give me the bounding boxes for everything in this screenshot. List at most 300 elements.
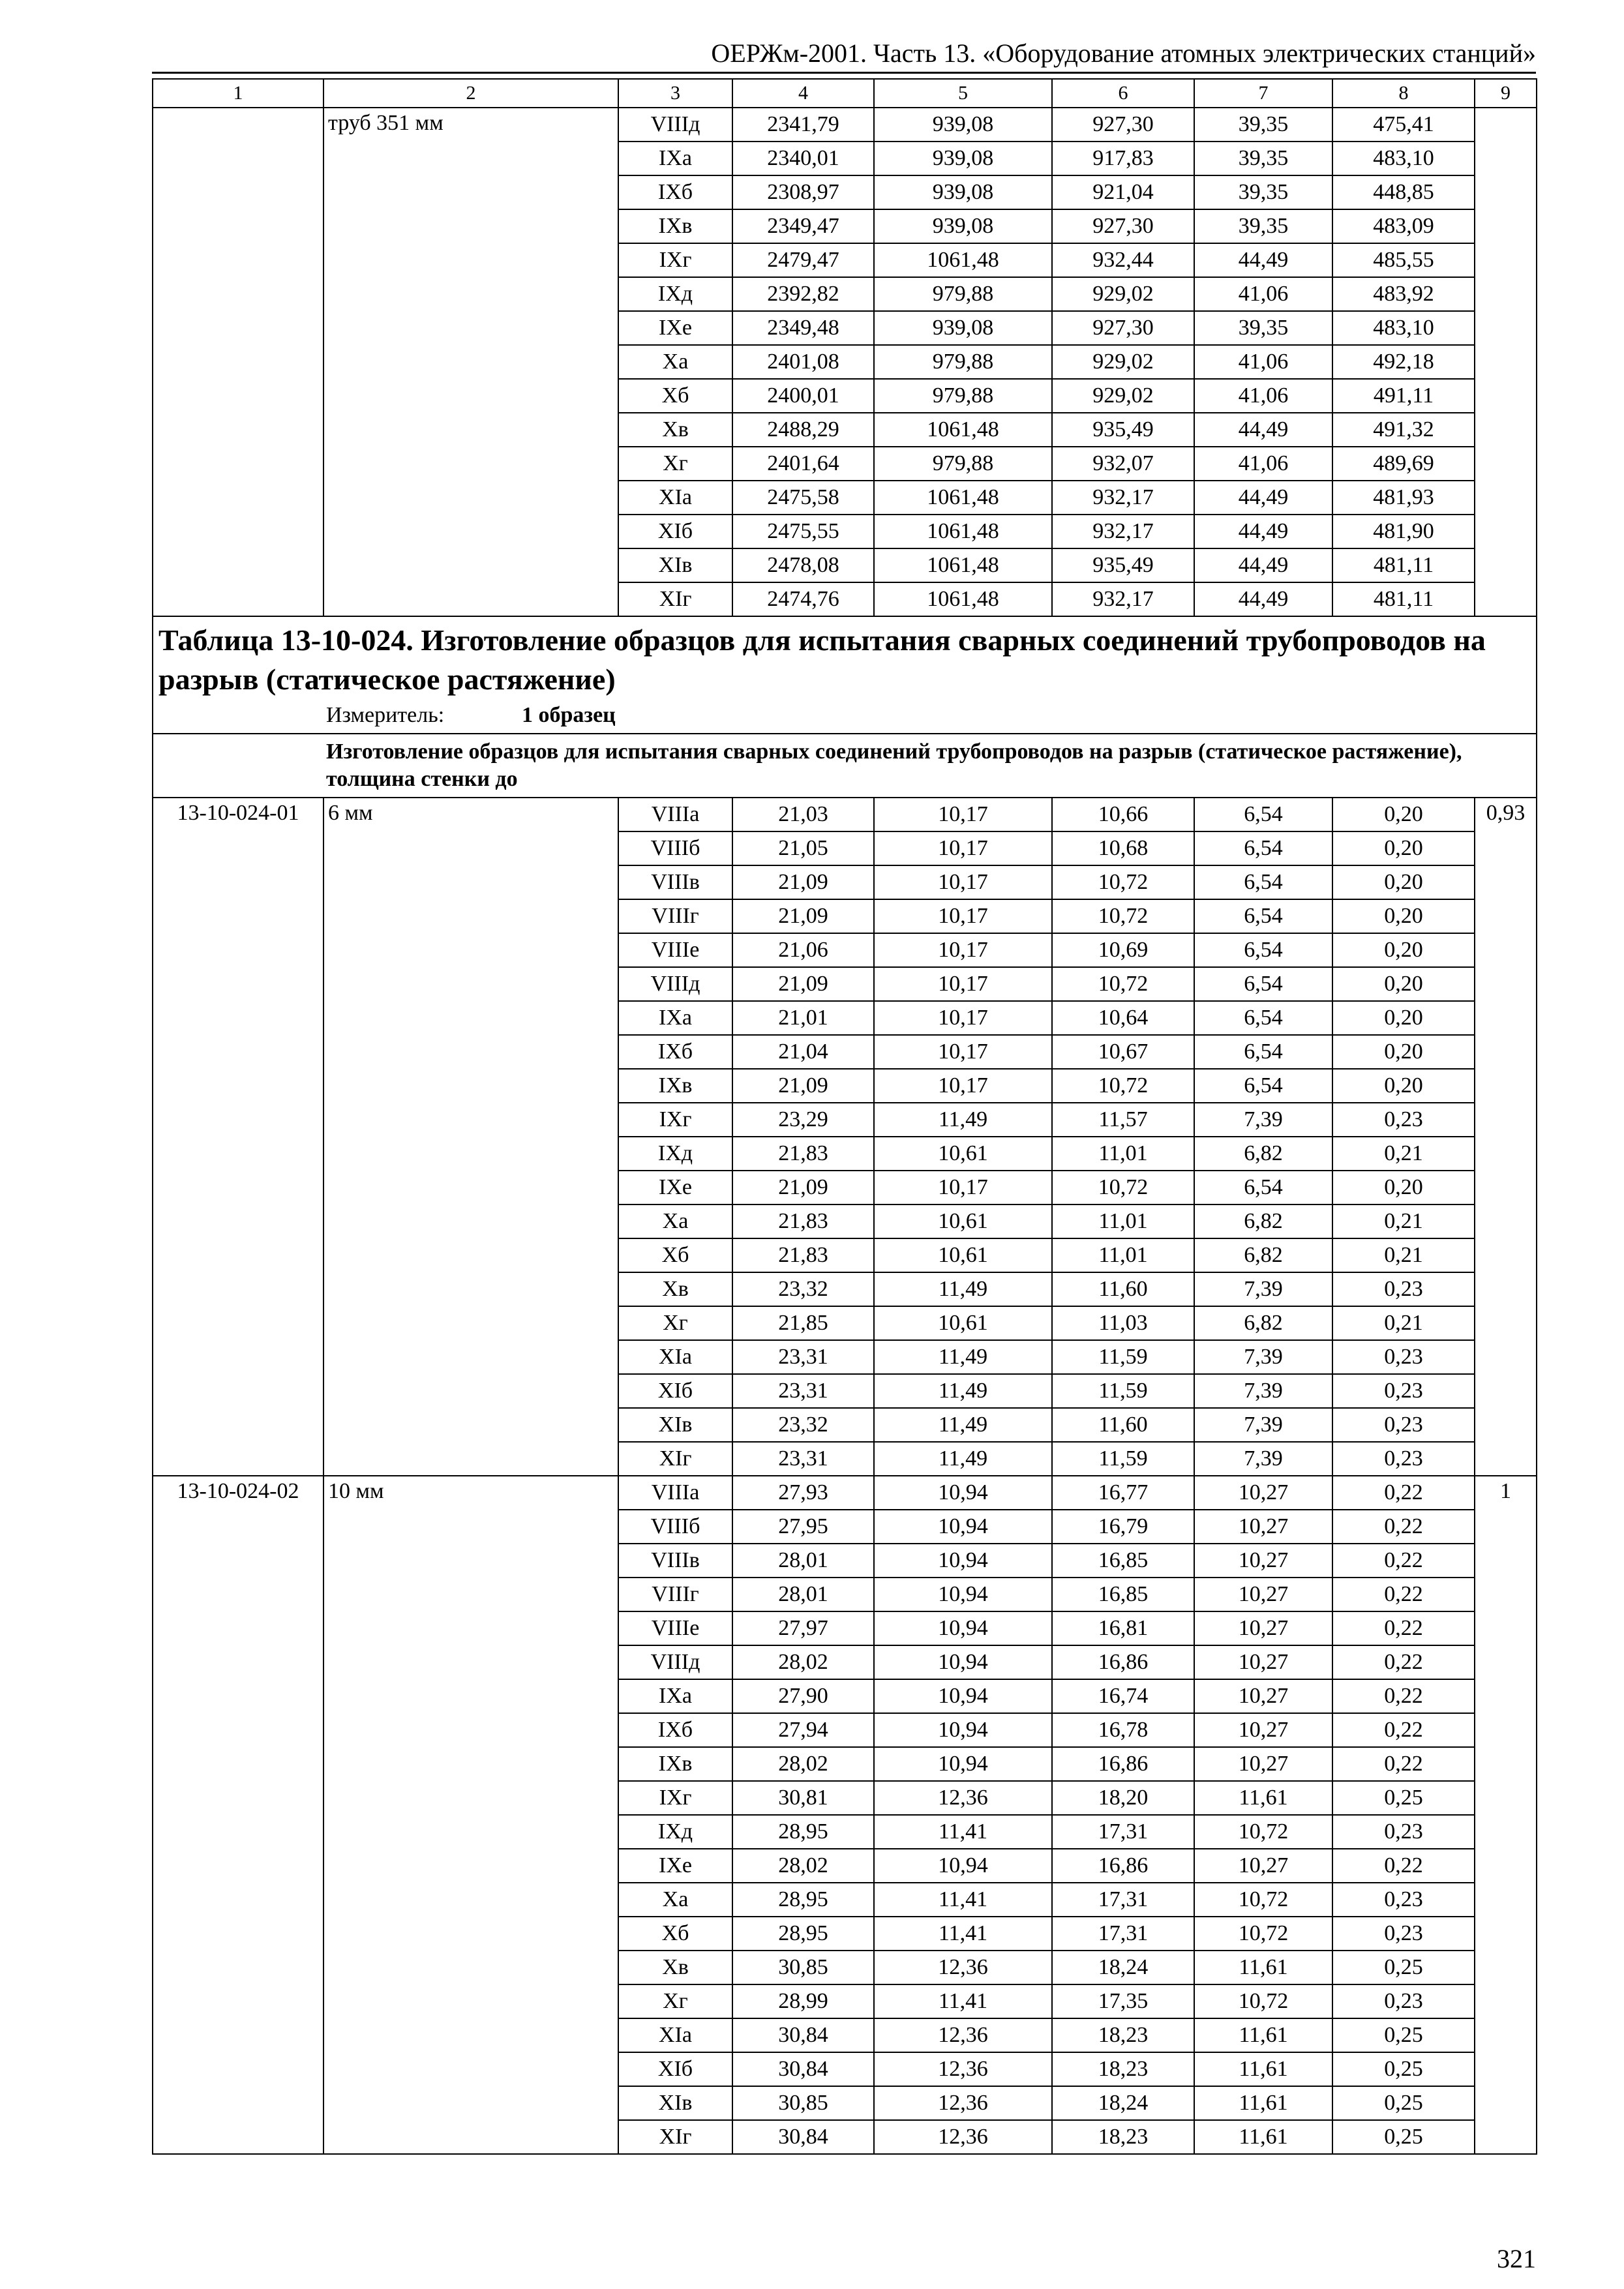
value-cell: 6,54	[1194, 933, 1332, 967]
zone-cell: VIIIг	[618, 899, 732, 933]
value-cell: 27,97	[732, 1611, 874, 1645]
zone-cell: Xг	[618, 1306, 732, 1340]
value-cell: 11,61	[1194, 2018, 1332, 2052]
value-cell: 11,57	[1052, 1103, 1194, 1137]
value-cell: 491,11	[1332, 379, 1475, 413]
value-cell: 0,25	[1332, 2052, 1475, 2086]
value-cell: 11,49	[874, 1340, 1052, 1374]
value-cell: 921,04	[1052, 175, 1194, 209]
value-cell: 2475,58	[732, 481, 874, 515]
value-cell: 6,54	[1194, 1171, 1332, 1204]
value-cell: 18,23	[1052, 2120, 1194, 2154]
value-cell: 6,54	[1194, 1069, 1332, 1103]
value-cell: 18,20	[1052, 1781, 1194, 1815]
value-cell: 0,25	[1332, 2120, 1475, 2154]
value-cell: 927,30	[1052, 311, 1194, 345]
value-cell: 11,59	[1052, 1442, 1194, 1476]
value-cell: 11,59	[1052, 1340, 1194, 1374]
value-cell: 11,61	[1194, 2052, 1332, 2086]
value-cell: 21,09	[732, 1069, 874, 1103]
value-cell: 10,27	[1194, 1849, 1332, 1883]
col9-cell: 1	[1475, 1476, 1537, 2154]
value-cell: 27,93	[732, 1476, 874, 1510]
value-cell: 10,27	[1194, 1510, 1332, 1544]
value-cell: 0,20	[1332, 798, 1475, 831]
table-title-row	[153, 616, 1537, 734]
value-cell: 11,61	[1194, 2120, 1332, 2154]
zone-cell: VIIIe	[618, 1611, 732, 1645]
value-cell: 0,25	[1332, 1951, 1475, 1984]
value-cell: 18,24	[1052, 1951, 1194, 1984]
value-cell: 935,49	[1052, 413, 1194, 447]
zone-cell: IXe	[618, 1849, 732, 1883]
value-cell: 11,01	[1052, 1204, 1194, 1238]
value-cell: 10,67	[1052, 1035, 1194, 1069]
value-cell: 12,36	[874, 2120, 1052, 2154]
value-cell: 0,20	[1332, 865, 1475, 899]
value-cell: 2308,97	[732, 175, 874, 209]
value-cell: 10,72	[1194, 1984, 1332, 2018]
value-cell: 30,84	[732, 2018, 874, 2052]
value-cell: 6,54	[1194, 967, 1332, 1001]
value-cell: 448,85	[1332, 175, 1475, 209]
section-row	[153, 734, 1537, 798]
value-cell: 28,01	[732, 1578, 874, 1611]
zone-cell: IXe	[618, 311, 732, 345]
value-cell: 6,54	[1194, 899, 1332, 933]
value-cell: 44,49	[1194, 548, 1332, 582]
value-cell: 0,25	[1332, 2018, 1475, 2052]
value-cell: 0,23	[1332, 1917, 1475, 1951]
value-cell: 475,41	[1332, 108, 1475, 142]
value-cell: 10,69	[1052, 933, 1194, 967]
value-cell: 0,21	[1332, 1238, 1475, 1272]
value-cell: 7,39	[1194, 1442, 1332, 1476]
value-cell: 12,36	[874, 2086, 1052, 2120]
value-cell: 30,84	[732, 2120, 874, 2154]
zone-cell: XIв	[618, 548, 732, 582]
value-cell: 0,20	[1332, 1171, 1475, 1204]
zone-cell: XIб	[618, 1374, 732, 1408]
value-cell: 10,72	[1194, 1815, 1332, 1849]
zone-cell: XIб	[618, 515, 732, 548]
value-cell: 44,49	[1194, 413, 1332, 447]
value-cell: 39,35	[1194, 311, 1332, 345]
value-cell: 23,32	[732, 1272, 874, 1306]
value-cell: 10,27	[1194, 1544, 1332, 1578]
value-cell: 30,85	[732, 1951, 874, 1984]
column-number: 9	[1475, 79, 1537, 108]
item-name-cell: труб 351 мм	[323, 108, 618, 616]
page-number: 321	[1497, 2244, 1536, 2273]
value-cell: 10,94	[874, 1476, 1052, 1510]
code-cell: 13-10-024-01	[153, 798, 323, 1476]
zone-cell: XIб	[618, 2052, 732, 2086]
value-cell: 0,21	[1332, 1306, 1475, 1340]
value-cell: 6,82	[1194, 1238, 1332, 1272]
value-cell: 2474,76	[732, 582, 874, 616]
value-cell: 939,08	[874, 311, 1052, 345]
zone-cell: XIa	[618, 1340, 732, 1374]
value-cell: 0,22	[1332, 1747, 1475, 1781]
value-cell: 2401,08	[732, 345, 874, 379]
value-cell: 481,90	[1332, 515, 1475, 548]
value-cell: 2341,79	[732, 108, 874, 142]
value-cell: 17,31	[1052, 1883, 1194, 1917]
value-cell: 10,27	[1194, 1713, 1332, 1747]
value-cell: 23,31	[732, 1340, 874, 1374]
value-cell: 16,79	[1052, 1510, 1194, 1544]
value-cell: 0,22	[1332, 1611, 1475, 1645]
value-cell: 17,31	[1052, 1815, 1194, 1849]
value-cell: 7,39	[1194, 1374, 1332, 1408]
value-cell: 27,90	[732, 1679, 874, 1713]
value-cell: 0,20	[1332, 933, 1475, 967]
value-cell: 0,20	[1332, 1035, 1475, 1069]
zone-cell: Xa	[618, 1883, 732, 1917]
value-cell: 932,17	[1052, 481, 1194, 515]
value-cell: 6,54	[1194, 798, 1332, 831]
value-cell: 0,20	[1332, 1069, 1475, 1103]
value-cell: 39,35	[1194, 175, 1332, 209]
zone-cell: Xв	[618, 413, 732, 447]
running-header: ОЕРЖм-2001. Часть 13. «Оборудование атомных электрических станций»	[711, 38, 1536, 68]
value-cell: 10,17	[874, 899, 1052, 933]
value-cell: 1061,48	[874, 413, 1052, 447]
value-cell: 11,01	[1052, 1137, 1194, 1171]
column-number: 1	[153, 79, 323, 108]
value-cell: 16,86	[1052, 1645, 1194, 1679]
value-cell: 10,94	[874, 1679, 1052, 1713]
value-cell: 12,36	[874, 1951, 1052, 1984]
value-cell: 1061,48	[874, 243, 1052, 277]
value-cell: 0,21	[1332, 1204, 1475, 1238]
value-cell: 44,49	[1194, 515, 1332, 548]
value-cell: 16,77	[1052, 1476, 1194, 1510]
value-cell: 481,93	[1332, 481, 1475, 515]
value-cell: 17,31	[1052, 1917, 1194, 1951]
measure-label: Измеритель:	[326, 703, 445, 727]
value-cell: 6,54	[1194, 1035, 1332, 1069]
value-cell: 10,94	[874, 1544, 1052, 1578]
value-cell: 10,27	[1194, 1476, 1332, 1510]
value-cell: 23,31	[732, 1442, 874, 1476]
zone-cell: XIг	[618, 1442, 732, 1476]
value-cell: 10,17	[874, 831, 1052, 865]
value-cell: 39,35	[1194, 142, 1332, 175]
value-cell: 6,54	[1194, 865, 1332, 899]
value-cell: 16,85	[1052, 1578, 1194, 1611]
col9-cell: 0,93	[1475, 798, 1537, 1476]
value-cell: 21,03	[732, 798, 874, 831]
value-cell: 929,02	[1052, 277, 1194, 311]
value-cell: 10,72	[1052, 865, 1194, 899]
value-cell: 10,27	[1194, 1611, 1332, 1645]
value-cell: 2401,64	[732, 447, 874, 481]
value-cell: 0,20	[1332, 1001, 1475, 1035]
column-number: 3	[618, 79, 732, 108]
value-cell: 16,81	[1052, 1611, 1194, 1645]
value-cell: 11,60	[1052, 1272, 1194, 1306]
value-cell: 979,88	[874, 447, 1052, 481]
value-cell: 0,23	[1332, 1883, 1475, 1917]
value-cell: 10,72	[1052, 967, 1194, 1001]
value-cell: 6,54	[1194, 1001, 1332, 1035]
zone-cell: VIIIд	[618, 967, 732, 1001]
value-cell: 927,30	[1052, 209, 1194, 243]
value-cell: 10,17	[874, 967, 1052, 1001]
value-cell: 10,72	[1194, 1883, 1332, 1917]
item-name-cell: 6 мм	[323, 798, 618, 1476]
value-cell: 28,01	[732, 1544, 874, 1578]
value-cell: 21,85	[732, 1306, 874, 1340]
value-cell: 2479,47	[732, 243, 874, 277]
value-cell: 917,83	[1052, 142, 1194, 175]
value-cell: 927,30	[1052, 108, 1194, 142]
value-cell: 11,49	[874, 1408, 1052, 1442]
value-cell: 0,20	[1332, 831, 1475, 865]
value-cell: 485,55	[1332, 243, 1475, 277]
zone-cell: IXд	[618, 277, 732, 311]
value-cell: 11,61	[1194, 1951, 1332, 1984]
value-cell: 10,94	[874, 1611, 1052, 1645]
value-cell: 0,23	[1332, 1374, 1475, 1408]
zone-cell: XIa	[618, 481, 732, 515]
value-cell: 21,04	[732, 1035, 874, 1069]
value-cell: 11,41	[874, 1883, 1052, 1917]
value-cell: 1061,48	[874, 515, 1052, 548]
value-cell: 10,94	[874, 1645, 1052, 1679]
value-cell: 489,69	[1332, 447, 1475, 481]
column-number: 2	[323, 79, 618, 108]
value-cell: 2488,29	[732, 413, 874, 447]
value-cell: 10,61	[874, 1204, 1052, 1238]
value-cell: 10,72	[1194, 1917, 1332, 1951]
value-cell: 6,82	[1194, 1204, 1332, 1238]
measure-line	[158, 703, 1531, 728]
value-cell: 2340,01	[732, 142, 874, 175]
value-cell: 6,82	[1194, 1137, 1332, 1171]
value-cell: 492,18	[1332, 345, 1475, 379]
value-cell: 0,25	[1332, 2086, 1475, 2120]
value-cell: 11,60	[1052, 1408, 1194, 1442]
value-cell: 0,23	[1332, 1103, 1475, 1137]
zone-cell: VIIIб	[618, 1510, 732, 1544]
value-cell: 30,81	[732, 1781, 874, 1815]
zone-cell: IXa	[618, 142, 732, 175]
code-cell	[153, 108, 323, 616]
value-cell: 483,10	[1332, 311, 1475, 345]
value-cell: 7,39	[1194, 1408, 1332, 1442]
value-cell: 27,94	[732, 1713, 874, 1747]
column-number: 6	[1052, 79, 1194, 108]
value-cell: 2478,08	[732, 548, 874, 582]
value-cell: 30,85	[732, 2086, 874, 2120]
value-cell: 16,85	[1052, 1544, 1194, 1578]
zone-cell: VIIIд	[618, 1645, 732, 1679]
value-cell: 939,08	[874, 142, 1052, 175]
zone-cell: VIIIд	[618, 108, 732, 142]
col9-cell	[1475, 108, 1537, 616]
zone-cell: XIв	[618, 1408, 732, 1442]
value-cell: 979,88	[874, 379, 1052, 413]
value-cell: 11,49	[874, 1272, 1052, 1306]
value-cell: 16,78	[1052, 1713, 1194, 1747]
zone-cell: IXг	[618, 1103, 732, 1137]
value-cell: 10,66	[1052, 798, 1194, 831]
value-cell: 16,86	[1052, 1747, 1194, 1781]
value-cell: 10,17	[874, 798, 1052, 831]
code-cell: 13-10-024-02	[153, 1476, 323, 2154]
value-cell: 0,23	[1332, 1442, 1475, 1476]
value-cell: 10,17	[874, 1171, 1052, 1204]
zone-cell: IXв	[618, 1069, 732, 1103]
value-cell: 932,07	[1052, 447, 1194, 481]
zone-cell: Xa	[618, 1204, 732, 1238]
value-cell: 41,06	[1194, 447, 1332, 481]
value-cell: 10,94	[874, 1510, 1052, 1544]
value-cell: 0,21	[1332, 1137, 1475, 1171]
value-cell: 18,24	[1052, 2086, 1194, 2120]
table-row	[153, 1476, 1537, 1510]
table-row	[153, 108, 1537, 142]
value-cell: 10,94	[874, 1578, 1052, 1611]
value-cell: 10,61	[874, 1137, 1052, 1171]
zone-cell: Xг	[618, 447, 732, 481]
zone-cell: VIIIe	[618, 933, 732, 967]
value-cell: 10,17	[874, 1069, 1052, 1103]
value-cell: 41,06	[1194, 379, 1332, 413]
value-cell: 21,06	[732, 933, 874, 967]
value-cell: 21,05	[732, 831, 874, 865]
value-cell: 483,92	[1332, 277, 1475, 311]
value-cell: 10,27	[1194, 1679, 1332, 1713]
value-cell: 7,39	[1194, 1103, 1332, 1137]
value-cell: 491,32	[1332, 413, 1475, 447]
value-cell: 11,49	[874, 1442, 1052, 1476]
value-cell: 6,54	[1194, 831, 1332, 865]
value-cell: 23,31	[732, 1374, 874, 1408]
value-cell: 0,22	[1332, 1645, 1475, 1679]
value-cell: 10,61	[874, 1238, 1052, 1272]
table-row	[153, 798, 1537, 831]
zone-cell: Xв	[618, 1951, 732, 1984]
value-cell: 18,23	[1052, 2018, 1194, 2052]
value-cell: 44,49	[1194, 243, 1332, 277]
value-cell: 11,41	[874, 1984, 1052, 2018]
value-cell: 16,86	[1052, 1849, 1194, 1883]
value-cell: 0,22	[1332, 1713, 1475, 1747]
value-cell: 481,11	[1332, 548, 1475, 582]
value-cell: 0,22	[1332, 1510, 1475, 1544]
value-cell: 21,09	[732, 1171, 874, 1204]
value-cell: 10,17	[874, 1001, 1052, 1035]
value-cell: 0,22	[1332, 1679, 1475, 1713]
zone-cell: Xг	[618, 1984, 732, 2018]
value-cell: 30,84	[732, 2052, 874, 2086]
zone-cell: Xa	[618, 345, 732, 379]
value-cell: 935,49	[1052, 548, 1194, 582]
value-cell: 932,17	[1052, 582, 1194, 616]
value-cell: 979,88	[874, 277, 1052, 311]
column-number-row	[153, 79, 1537, 108]
value-cell: 41,06	[1194, 345, 1332, 379]
value-cell: 21,01	[732, 1001, 874, 1035]
column-number: 4	[732, 79, 874, 108]
value-cell: 7,39	[1194, 1340, 1332, 1374]
value-cell: 929,02	[1052, 379, 1194, 413]
value-cell: 44,49	[1194, 582, 1332, 616]
value-cell: 979,88	[874, 345, 1052, 379]
value-cell: 0,22	[1332, 1476, 1475, 1510]
value-cell: 939,08	[874, 108, 1052, 142]
value-cell: 10,17	[874, 865, 1052, 899]
zone-cell: XIг	[618, 582, 732, 616]
value-cell: 11,59	[1052, 1374, 1194, 1408]
value-cell: 28,95	[732, 1917, 874, 1951]
value-cell: 39,35	[1194, 209, 1332, 243]
value-cell: 21,83	[732, 1238, 874, 1272]
value-cell: 10,27	[1194, 1645, 1332, 1679]
header-rule	[152, 72, 1536, 74]
zone-cell: IXб	[618, 1713, 732, 1747]
zone-cell: IXб	[618, 1035, 732, 1069]
value-cell: 23,32	[732, 1408, 874, 1442]
zone-cell: VIIIa	[618, 798, 732, 831]
value-cell: 23,29	[732, 1103, 874, 1137]
value-cell: 11,03	[1052, 1306, 1194, 1340]
value-cell: 10,27	[1194, 1578, 1332, 1611]
value-cell: 16,74	[1052, 1679, 1194, 1713]
value-cell: 11,49	[874, 1103, 1052, 1137]
value-cell: 10,64	[1052, 1001, 1194, 1035]
value-cell: 939,08	[874, 209, 1052, 243]
value-cell: 27,95	[732, 1510, 874, 1544]
zone-cell: VIIIв	[618, 1544, 732, 1578]
value-cell: 28,99	[732, 1984, 874, 2018]
item-name-cell: 10 мм	[323, 1476, 618, 2154]
value-cell: 2475,55	[732, 515, 874, 548]
zone-cell: IXг	[618, 1781, 732, 1815]
value-cell: 11,41	[874, 1917, 1052, 1951]
value-cell: 12,36	[874, 1781, 1052, 1815]
value-cell: 17,35	[1052, 1984, 1194, 2018]
value-cell: 21,09	[732, 967, 874, 1001]
value-cell: 1061,48	[874, 481, 1052, 515]
value-cell: 1061,48	[874, 582, 1052, 616]
value-cell: 28,02	[732, 1645, 874, 1679]
value-cell: 483,10	[1332, 142, 1475, 175]
measure-value: 1 образец	[522, 703, 616, 727]
value-cell: 2400,01	[732, 379, 874, 413]
table-body	[153, 79, 1537, 2154]
value-cell: 0,23	[1332, 1340, 1475, 1374]
zone-cell: IXв	[618, 209, 732, 243]
value-cell: 10,94	[874, 1849, 1052, 1883]
table-title-cell	[153, 616, 1537, 734]
value-cell: 10,72	[1052, 1069, 1194, 1103]
value-cell: 10,94	[874, 1713, 1052, 1747]
price-table	[152, 78, 1537, 2155]
zone-cell: IXд	[618, 1137, 732, 1171]
value-cell: 6,82	[1194, 1306, 1332, 1340]
value-cell: 2349,48	[732, 311, 874, 345]
value-cell: 11,01	[1052, 1238, 1194, 1272]
zone-cell: Xб	[618, 1238, 732, 1272]
value-cell: 0,22	[1332, 1544, 1475, 1578]
zone-cell: IXг	[618, 243, 732, 277]
zone-cell: Xб	[618, 379, 732, 413]
